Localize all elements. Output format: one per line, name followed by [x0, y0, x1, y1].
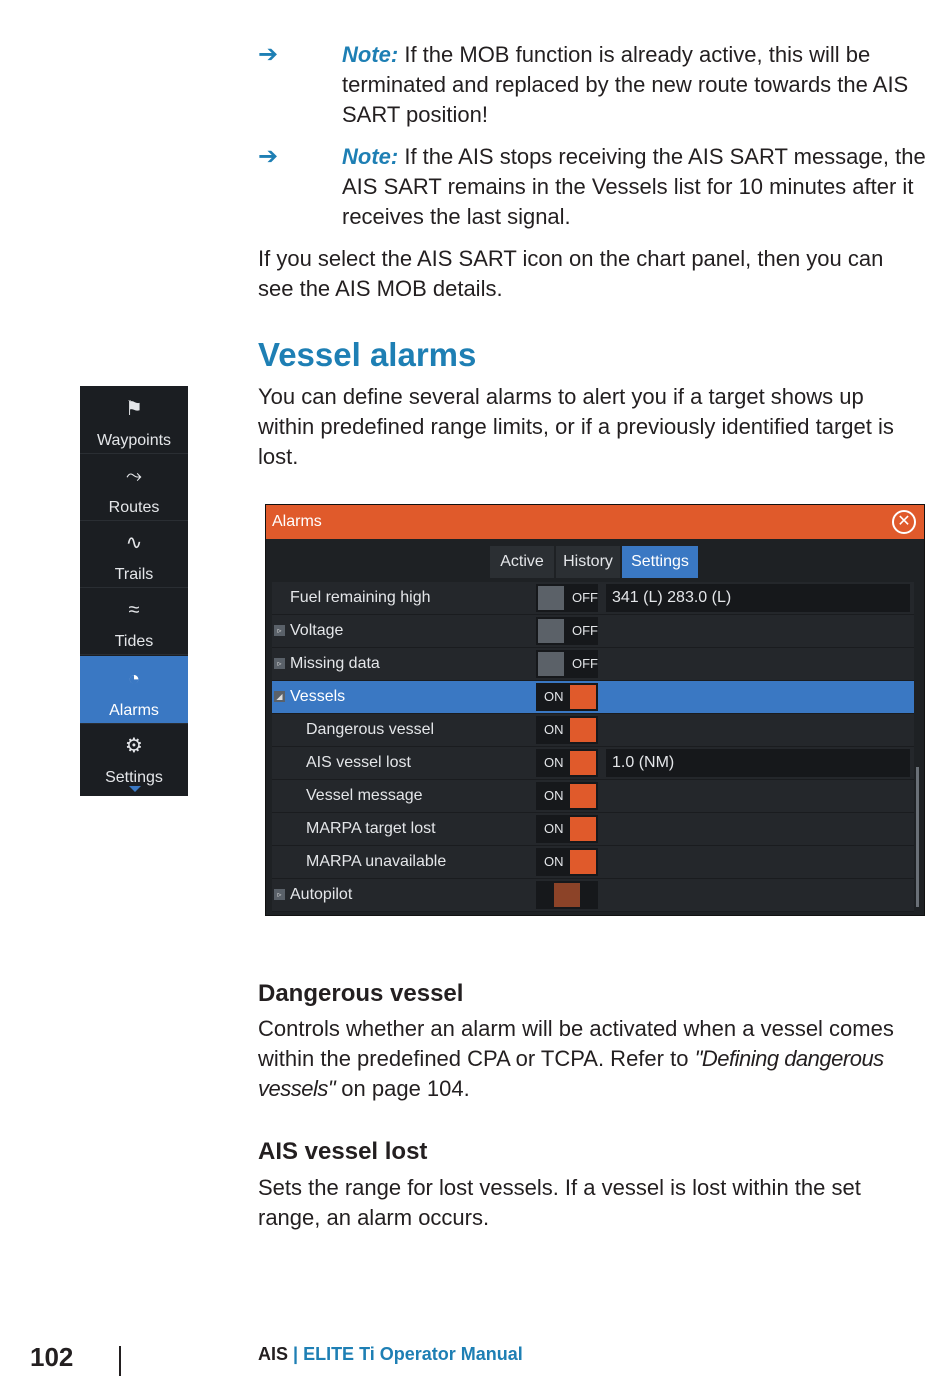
- menu-item-routes[interactable]: [80, 453, 188, 521]
- menu-label: Waypoints: [96, 432, 172, 449]
- tides-icon: ≈: [128, 599, 140, 621]
- tab-settings[interactable]: Settings: [622, 546, 698, 578]
- menu-item-settings[interactable]: [80, 723, 188, 790]
- alarm-row-marpa-target-lost[interactable]: [272, 813, 914, 846]
- tab-history[interactable]: History: [556, 546, 620, 578]
- section-intro: You can define several alarms to alert you if a target shows up within predefined range limits, or if a previously identified target is lost.: [258, 384, 894, 469]
- alarm-toggle[interactable]: [536, 881, 598, 909]
- trails-icon: ∿: [125, 532, 143, 554]
- subsection-text-ais-vessel-lost: Sets the range for lost vessels. If a vessel is lost within the set range, an alarm occurs.: [258, 1175, 861, 1230]
- cross-reference-link[interactable]: "Defining dangerous vessels": [258, 1046, 884, 1101]
- sart-paragraph: If you select the AIS SART icon on the chart panel, then you can see the AIS MOB details.: [258, 246, 884, 301]
- alarm-label: MARPA unavailable: [306, 853, 447, 870]
- alarm-row-ais-vessel-lost[interactable]: [272, 747, 914, 780]
- alarm-toggle[interactable]: OFF: [536, 584, 598, 612]
- alarm-row-fuel[interactable]: [272, 582, 914, 615]
- subsection-text-dangerous-vessel: Controls whether an alarm will be activated when a vessel comes within the predefined CPA or TCPA. Refer to "Defining dangerous vessels" on page 104.: [258, 1016, 894, 1101]
- routes-icon: ⤳: [126, 465, 142, 487]
- dialog-title: Alarms: [272, 513, 322, 530]
- menu-item-tides[interactable]: [80, 587, 188, 655]
- alarm-label: Vessels: [290, 688, 346, 705]
- alarm-toggle[interactable]: ON: [536, 848, 598, 876]
- arrow-icon: ➔: [258, 41, 279, 68]
- alarm-value-field[interactable]: 341 (L) 283.0 (L): [606, 584, 910, 612]
- menu-label: Alarms: [109, 702, 159, 719]
- arrow-icon: ➔: [258, 143, 279, 170]
- expand-icon[interactable]: ▹: [274, 658, 285, 669]
- alarms-dialog: [265, 504, 925, 916]
- menu-item-trails[interactable]: [80, 520, 188, 588]
- section-title: Vessel alarms: [258, 336, 477, 373]
- alarm-toggle[interactable]: OFF: [536, 617, 598, 645]
- menu-label: Tides: [114, 633, 154, 650]
- alarm-toggle[interactable]: ON: [536, 716, 598, 744]
- alarm-row-marpa-unavailable[interactable]: [272, 846, 914, 879]
- scroll-down-icon[interactable]: [129, 786, 141, 792]
- tab-active[interactable]: Active: [490, 546, 554, 578]
- gear-icon: ⚙: [125, 735, 143, 757]
- alarm-value-field[interactable]: 1.0 (NM): [606, 749, 910, 777]
- menu-label: Settings: [105, 769, 163, 786]
- alarm-row-vessel-message[interactable]: [272, 780, 914, 813]
- alarm-icon: ◔: [127, 668, 141, 690]
- alarm-toggle[interactable]: ON: [536, 815, 598, 843]
- note-label: Note:: [342, 144, 399, 169]
- subsection-title-dangerous-vessel: Dangerous vessel: [258, 980, 464, 1007]
- footer-divider: [119, 1346, 121, 1376]
- menu-label: Routes: [108, 499, 160, 516]
- note-text: If the AIS stops receiving the AIS SART message, the AIS SART remains in the Vessels list for 10 minutes after it receives the last signal.: [342, 144, 926, 229]
- alarm-row-missing-data[interactable]: [272, 648, 914, 681]
- alarm-label: Voltage: [290, 622, 344, 639]
- expand-icon[interactable]: ▹: [274, 889, 285, 900]
- side-menu: [80, 386, 188, 796]
- alarm-toggle[interactable]: ON: [536, 683, 598, 711]
- note-text: If the MOB function is already active, this will be terminated and replaced by the new route towards the AIS SART position!: [342, 42, 909, 127]
- page-number: 102: [30, 1342, 74, 1372]
- alarm-row-vessels[interactable]: [272, 681, 914, 714]
- alarm-row-dangerous-vessel[interactable]: [272, 714, 914, 747]
- alarm-label: Fuel remaining high: [290, 589, 431, 606]
- close-icon[interactable]: ✕: [892, 510, 916, 534]
- menu-item-waypoints[interactable]: [80, 386, 188, 454]
- alarm-row-voltage[interactable]: [272, 615, 914, 648]
- alarm-label: Dangerous vessel: [306, 721, 435, 738]
- note-label: Note:: [342, 42, 399, 67]
- alarm-row-autopilot[interactable]: [272, 879, 914, 912]
- menu-label: Trails: [114, 566, 154, 583]
- alarm-toggle[interactable]: OFF: [536, 650, 598, 678]
- menu-item-alarms[interactable]: [80, 656, 188, 724]
- alarm-label: Missing data: [290, 655, 380, 672]
- expand-icon[interactable]: ▹: [274, 625, 285, 636]
- alarm-label: AIS vessel lost: [306, 754, 411, 771]
- collapse-icon[interactable]: ◢: [274, 691, 285, 702]
- alarm-label: Vessel message: [306, 787, 423, 804]
- scrollbar[interactable]: [916, 767, 919, 907]
- footer-title: AIS | ELITE Ti Operator Manual: [258, 1344, 523, 1364]
- subsection-title-ais-vessel-lost: AIS vessel lost: [258, 1138, 428, 1165]
- dialog-titlebar: [266, 505, 924, 539]
- alarm-label: MARPA target lost: [306, 820, 436, 837]
- alarm-toggle[interactable]: ON: [536, 749, 598, 777]
- alarm-toggle[interactable]: ON: [536, 782, 598, 810]
- alarm-label: Autopilot: [290, 886, 353, 903]
- waypoint-icon: ⚑: [125, 398, 143, 420]
